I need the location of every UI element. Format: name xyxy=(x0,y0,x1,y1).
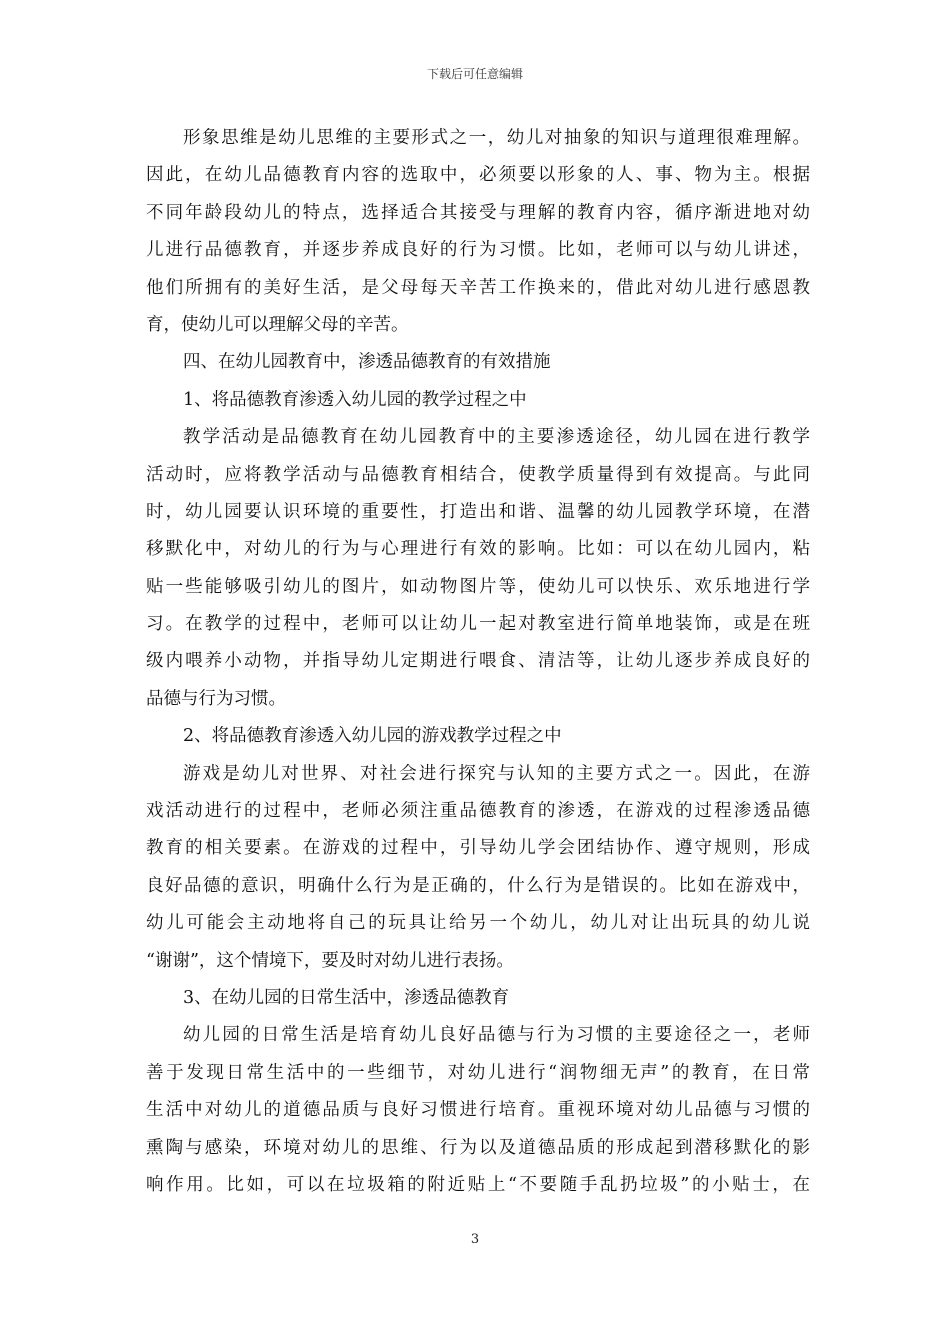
paragraph-line: 生活中对幼儿的道德品质与良好习惯进行培育。重视环境对幼儿品德与习惯的 xyxy=(146,1100,810,1121)
paragraph-line: 良好品德的意识，明确什么行为是正确的，什么行为是错误的。比如在游戏中， xyxy=(146,875,810,896)
subsection-heading: 2、将品德教育渗透入幼儿园的游戏教学过程之中 xyxy=(183,726,562,747)
paragraph-line: 级内喂养小动物，并指导幼儿定期进行喂食、清洁等，让幼儿逐步养成良好的 xyxy=(146,651,810,672)
paragraph-line: 贴一些能够吸引幼儿的图片，如动物图片等，使幼儿可以快乐、欢乐地进行学 xyxy=(146,576,810,597)
paragraph-line: 活动时，应将教学活动与品德教育相结合，使教学质量得到有效提高。与此同 xyxy=(146,464,810,485)
paragraph-line: 品德与行为习惯。 xyxy=(146,688,286,709)
paragraph-line: 教学活动是品德教育在幼儿园教育中的主要渗透途径，幼儿园在进行教学 xyxy=(183,427,810,448)
paragraph-line: 时，幼儿园要认识环境的重要性，打造出和谐、温馨的幼儿园教学环境，在潜 xyxy=(146,501,810,522)
paragraph-line: “谢谢”，这个情境下，要及时对幼儿进行表扬。 xyxy=(146,950,514,971)
subsection-heading: 3、在幼儿园的日常生活中，渗透品德教育 xyxy=(183,987,510,1008)
section-heading: 四、在幼儿园教育中，渗透品德教育的有效措施 xyxy=(183,352,551,373)
paragraph-line: 因此，在幼儿品德教育内容的选取中，必须要以形象的人、事、物为主。根据 xyxy=(146,165,810,186)
paragraph-line: 幼儿园的日常生活是培育幼儿良好品德与行为习惯的主要途径之一，老师 xyxy=(183,1025,810,1046)
page-header: 下载后可任意编辑 xyxy=(426,67,523,81)
paragraph-line: 他们所拥有的美好生活，是父母每天辛苦工作换来的，借此对幼儿进行感恩教 xyxy=(146,277,810,298)
paragraph-line: 教育的相关要素。在游戏的过程中，引导幼儿学会团结协作、遵守规则，形成 xyxy=(146,838,810,859)
paragraph-line: 育，使幼儿可以理解父母的辛苦。 xyxy=(146,314,409,335)
paragraph-line: 善于发现日常生活中的一些细节，对幼儿进行“润物细无声”的教育，在日常 xyxy=(146,1062,810,1083)
paragraph-line: 不同年龄段幼儿的特点，选择适合其接受与理解的教育内容，循序渐进地对幼 xyxy=(146,202,810,223)
paragraph-line: 幼儿可能会主动地将自己的玩具让给另一个幼儿，幼儿对让出玩具的幼儿说 xyxy=(146,913,810,934)
paragraph-line: 熏陶与感染，环境对幼儿的思维、行为以及道德品质的形成起到潜移默化的影 xyxy=(146,1137,810,1158)
paragraph-line: 习。在教学的过程中，老师可以让幼儿一起对教室进行简单地装饰，或是在班 xyxy=(146,614,810,635)
paragraph-line: 儿进行品德教育，并逐步养成良好的行为习惯。比如，老师可以与幼儿讲述， xyxy=(146,240,810,261)
subsection-heading: 1、将品德教育渗透入幼儿园的教学过程之中 xyxy=(183,389,527,410)
paragraph-line: 形象思维是幼儿思维的主要形式之一，幼儿对抽象的知识与道理很难理解。 xyxy=(183,128,810,148)
paragraph-line: 游戏是幼儿对世界、对社会进行探究与认知的主要方式之一。因此，在游 xyxy=(183,763,810,784)
page-number: 3 xyxy=(470,1232,480,1247)
paragraph-line: 响作用。比如，可以在垃圾箱的附近贴上“不要随手乱扔垃圾”的小贴士，在 xyxy=(146,1174,810,1195)
paragraph-line: 戏活动进行的过程中，老师必须注重品德教育的渗透，在游戏的过程渗透品德 xyxy=(146,801,810,822)
paragraph-line: 移默化中，对幼儿的行为与心理进行有效的影响。比如：可以在幼儿园内，粘 xyxy=(146,539,810,560)
document-body xyxy=(146,120,810,1204)
